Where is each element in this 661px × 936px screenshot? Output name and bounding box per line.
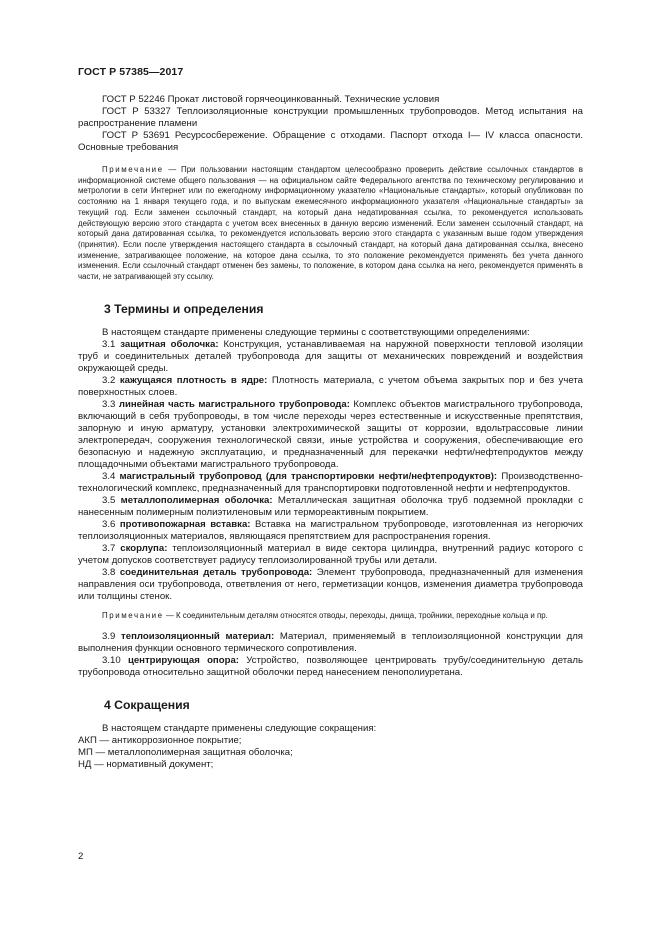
page-content: [78, 94, 583, 771]
term-name: металлополимерная оболочка:: [120, 494, 273, 506]
reference-item: ГОСТ Р 52246 Прокат листовой горячеоцинкованный. Технические условия: [102, 94, 440, 105]
standard-header: ГОСТ Р 57385—2017: [78, 66, 184, 78]
note-text: — К соединительным деталям относятся отводы, переходы, днища, тройники, переходные кольца и пр.: [165, 610, 548, 620]
term-name: защитная оболочка:: [120, 338, 219, 350]
abbreviation-item: МП — металлополимерная защитная оболочка;: [78, 747, 293, 759]
abbreviation-item: АКП — антикоррозионное покрытие;: [78, 735, 242, 747]
term-definition: 3.9 теплоизоляционный материал: Материал, применяемый в теплоизоляционной конструкции для выполнения функции основного термического сопротивления.: [78, 631, 583, 655]
term-definition: 3.8 соединительная деталь трубопровода: Элемент трубопровода, предназначенный для изменения направления оси трубопровода, ответвления от него, герметизации концов, изменения диаметра трубопровода или толщины стенок.: [78, 566, 583, 602]
term-name: соединительная деталь трубопровода:: [119, 566, 313, 578]
section-3-intro: В настоящем стандарте применены следующие термины с соответствующими определениями:: [102, 326, 530, 338]
term-name: теплоизоляционный материал:: [121, 631, 275, 643]
term-name: магистральный трубопровод (для транспортировки нефти/нефтепродуктов):: [119, 470, 498, 482]
section-4-intro: В настоящем стандарте применены следующие сокращения:: [102, 723, 377, 735]
term-definition: 3.7 скорлупа: теплоизоляционный материал в виде сектора цилиндра, внутренний радиус которого с учетом допусков соответствует радиусу теплоизолированной трубы или детали.: [78, 542, 584, 566]
term-definition: 3.1 защитная оболочка: Конструкция, устанавливаемая на наружной поверхности тепловой изоляции труб и соединительных деталей трубопровода для защиты от механических повреждений и воздействия окружающей среды.: [78, 338, 583, 374]
term-definition: 3.3 линейная часть магистрального трубопровода: Комплекс объектов магистрального трубопровода, включающий в себя трубопроводы, в том числе переходы через естественные и искусственные препятствия, запорную и иную арматуру, установки электрохимической защиты от коррозии, вдольтрассовые линии электропередач, сооружения технологической связи, иные устройства и сооружения, обеспечивающие его безопасную и надежную эксплуатацию, и предназначенный для перекачки нефти/нефтепродуктов между площадочными объектами магистрального трубопровода.: [78, 398, 583, 470]
term-definition: 3.6 противопожарная вставка: Вставка на магистральном трубопроводе, изготовленная из негорючих теплоизоляционных материалов, являющаяся препятствием для распространения горения.: [78, 518, 583, 542]
abbreviation-item: НД — нормативный документ;: [78, 759, 214, 771]
term-name: противопожарная вставка:: [119, 518, 251, 530]
note-fittings: [78, 611, 583, 622]
section-4-heading: 4 Сокращения: [104, 698, 190, 713]
section-3-heading: 3 Термины и определения: [104, 301, 264, 316]
term-name: скорлупа:: [120, 542, 168, 554]
note-text: — При пользовании настоящим стандартом целесообразно проверить действие ссылочных стандартов в информационной системе общего пользования — на официальном сайте Федерального агентства по техническому регулированию и метрологии в сети Интернет или по ежегодному информационному указателю «Национальные стандарты», который опубликован по состоянию на 1 января текущего года, и по выпускам ежемесячного информационного указателя «Национальные стандарты» за текущий год. Если заменен ссылочный стандарт, на который дана недатированная ссылка, то рекомендуется использовать действующую версию этого стандарта с учетом всех внесенных в данную версию изменений. Если заменен ссылочный стандарт, на который дана датированная ссылка, то рекомендуется использовать версию этого стандарта с указанным выше годом утверждения (принятия). Если после утверждения настоящего стандарта в ссылочный стандарт, на который дана датированная ссылка, внесено изменение, затрагивающее положение, на которое дана ссылка, то это положение рекомендуется применять без учета данного изменения. Если ссылочный стандарт отменен без замены, то положение, в котором дана ссылка на него, рекомендуется применять в части, не затрагивающей эту ссылку.: [78, 165, 583, 282]
term-definition: 3.4 магистральный трубопровод (для транспортировки нефти/нефтепродуктов): Производственно-технологический комплекс, предназначенный для транспортировки подготовленной нефти и нефтепродуктов.: [78, 470, 584, 494]
term-definition: 3.2 кажущаяся плотность в ядре: Плотность материала, с учетом объема закрытых пор и без учета поверхностных слоев.: [78, 374, 583, 398]
note-references: [78, 165, 583, 283]
term-definition: 3.10 центрирующая опора: Устройство, позволяющее центрировать трубу/соединительную деталь трубопровода относительно защитной оболочки перед нанесением пенополиуретана.: [78, 655, 583, 679]
term-name: линейная часть магистрального трубопровода:: [118, 398, 350, 410]
term-name: кажущаяся плотность в ядре:: [119, 374, 268, 386]
term-name: центрирующая опора:: [127, 655, 239, 667]
note-label: Примечание: [102, 610, 164, 620]
page-number: 2: [78, 851, 84, 862]
note-label: Примечание: [102, 165, 164, 174]
reference-item: ГОСТ Р 53691 Ресурсосбережение. Обращение с отходами. Паспорт отхода I— IV класса опасности. Основные требования: [78, 130, 583, 153]
reference-item: ГОСТ Р 53327 Теплоизоляционные конструкции промышленных трубопроводов. Метод испытания на распространение пламени: [78, 106, 583, 129]
term-definition: 3.5 металлополимерная оболочка: Металлическая защитная оболочка труб подземной прокладки с нанесенным полимерным полиэтиленовым или термореактивным покрытием.: [78, 494, 583, 518]
